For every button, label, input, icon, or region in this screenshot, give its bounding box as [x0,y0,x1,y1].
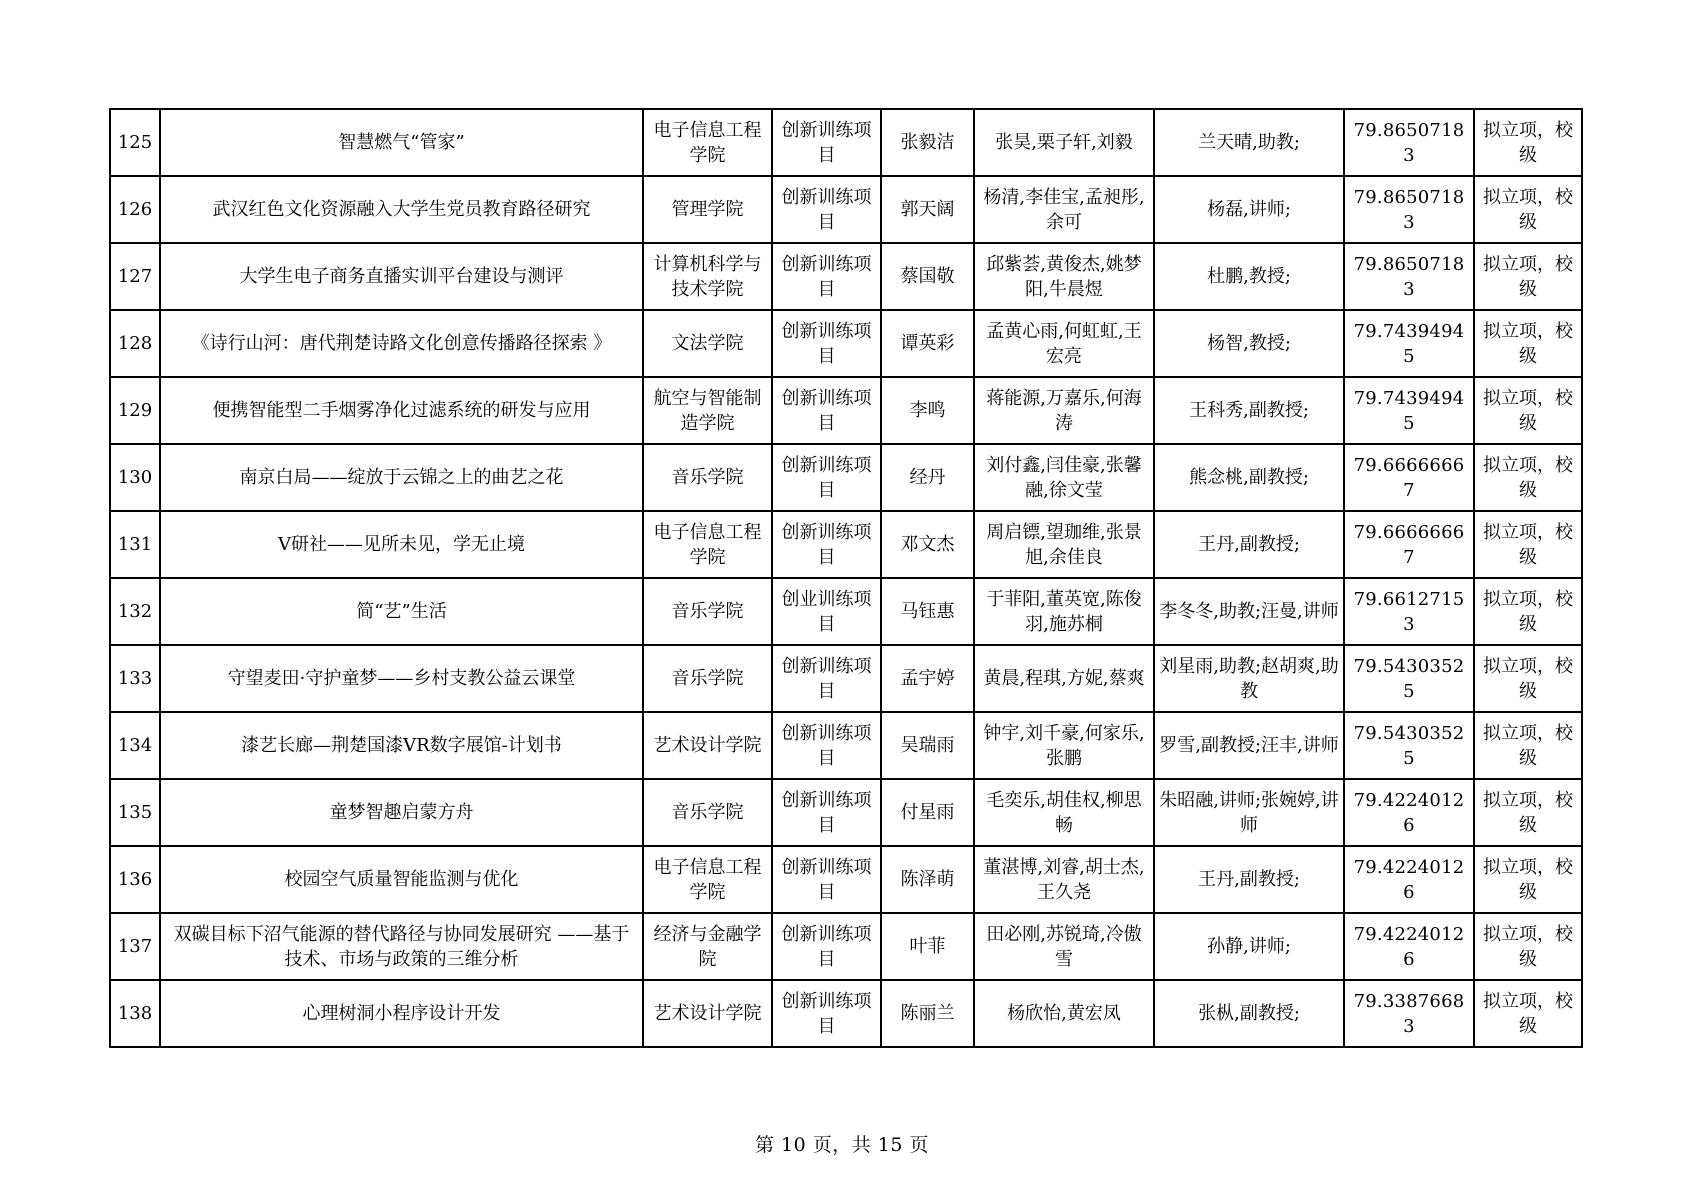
cell-advisor: 孙静,讲师; [1154,913,1344,980]
table-row [110,377,1582,444]
cell-college: 航空与智能制造学院 [643,377,772,444]
cell-project-type: 创新训练项目 [772,779,881,846]
cell-college: 电子信息工程学院 [643,511,772,578]
cell-number: 130 [110,444,160,511]
cell-advisor: 杨磊,讲师; [1154,176,1344,243]
cell-members: 于菲阳,董英宽,陈俊羽,施苏桐 [974,578,1154,645]
cell-leader: 经丹 [881,444,974,511]
cell-score: 79.42240126 [1344,913,1474,980]
cell-advisor: 兰天晴,助教; [1154,109,1344,176]
cell-result: 拟立项，校级 [1474,377,1582,444]
cell-number: 137 [110,913,160,980]
cell-members: 田必刚,苏锐琦,冷傲雪 [974,913,1154,980]
cell-project-type: 创新训练项目 [772,243,881,310]
table-row [110,779,1582,846]
cell-project-title: 智慧燃气“管家” [160,109,643,176]
cell-number: 126 [110,176,160,243]
cell-college: 音乐学院 [643,578,772,645]
cell-members: 杨欣怡,黄宏凤 [974,980,1154,1047]
cell-members: 黄晨,程琪,方妮,蔡爽 [974,645,1154,712]
cell-leader: 吴瑞雨 [881,712,974,779]
table-row [110,310,1582,377]
cell-members: 蒋能源,万嘉乐,何海涛 [974,377,1154,444]
cell-project-type: 创新训练项目 [772,645,881,712]
cell-score: 79.42240126 [1344,846,1474,913]
cell-project-title: 童梦智趣启蒙方舟 [160,779,643,846]
cell-result: 拟立项，校级 [1474,310,1582,377]
cell-advisor: 朱昭融,讲师;张婉婷,讲师 [1154,779,1344,846]
cell-number: 132 [110,578,160,645]
table-row [110,712,1582,779]
cell-project-type: 创新训练项目 [772,511,881,578]
cell-members: 张昊,栗子轩,刘毅 [974,109,1154,176]
cell-project-title: 双碳目标下沼气能源的替代路径与协同发展研究 ——基于技术、市场与政策的三维分析 [160,913,643,980]
cell-result: 拟立项，校级 [1474,444,1582,511]
cell-advisor: 杜鹏,教授; [1154,243,1344,310]
cell-advisor: 王科秀,副教授; [1154,377,1344,444]
cell-leader: 陈泽萌 [881,846,974,913]
cell-project-title: 校园空气质量智能监测与优化 [160,846,643,913]
cell-number: 136 [110,846,160,913]
cell-members: 董湛博,刘睿,胡士杰,王久尧 [974,846,1154,913]
cell-leader: 叶菲 [881,913,974,980]
cell-number: 127 [110,243,160,310]
cell-members: 邱紫荟,黄俊杰,姚梦阳,牛晨煜 [974,243,1154,310]
cell-project-type: 创新训练项目 [772,176,881,243]
cell-project-type: 创新训练项目 [772,980,881,1047]
table-row [110,645,1582,712]
cell-college: 音乐学院 [643,645,772,712]
cell-college: 经济与金融学院 [643,913,772,980]
cell-project-type: 创新训练项目 [772,109,881,176]
page-footer: 第 10 页，共 15 页 [754,1134,929,1156]
cell-project-type: 创新训练项目 [772,310,881,377]
cell-project-type: 创新训练项目 [772,846,881,913]
cell-project-title: 守望麦田·守护童梦——乡村支教公益云课堂 [160,645,643,712]
cell-score: 79.42240126 [1344,779,1474,846]
cell-result: 拟立项，校级 [1474,109,1582,176]
cell-result: 拟立项，校级 [1474,913,1582,980]
table-row [110,846,1582,913]
cell-leader: 谭英彩 [881,310,974,377]
cell-members: 毛奕乐,胡佳权,柳思畅 [974,779,1154,846]
cell-result: 拟立项，校级 [1474,846,1582,913]
cell-members: 刘付鑫,闫佳豪,张馨融,徐文莹 [974,444,1154,511]
cell-leader: 马钰惠 [881,578,974,645]
cell-advisor: 刘星雨,助教;赵胡爽,助教 [1154,645,1344,712]
cell-college: 电子信息工程学院 [643,109,772,176]
table-row [110,444,1582,511]
cell-advisor: 熊念桃,副教授; [1154,444,1344,511]
cell-score: 79.66666667 [1344,444,1474,511]
cell-number: 129 [110,377,160,444]
cell-leader: 蔡国敬 [881,243,974,310]
project-table [109,108,1583,1048]
cell-leader: 付星雨 [881,779,974,846]
cell-college: 音乐学院 [643,444,772,511]
cell-members: 杨清,李佳宝,孟昶彤,余可 [974,176,1154,243]
cell-advisor: 罗雪,副教授;汪丰,讲师 [1154,712,1344,779]
cell-leader: 张毅洁 [881,109,974,176]
cell-result: 拟立项，校级 [1474,176,1582,243]
cell-project-type: 创新训练项目 [772,712,881,779]
table-row [110,176,1582,243]
cell-advisor: 王丹,副教授; [1154,846,1344,913]
cell-number: 138 [110,980,160,1047]
cell-college: 计算机科学与技术学院 [643,243,772,310]
cell-result: 拟立项，校级 [1474,980,1582,1047]
cell-project-title: 武汉红色文化资源融入大学生党员教育路径研究 [160,176,643,243]
cell-project-type: 创新训练项目 [772,444,881,511]
table-body [110,109,1582,1047]
cell-project-title: 漆艺长廊—荆楚国漆VR数字展馆-计划书 [160,712,643,779]
cell-result: 拟立项，校级 [1474,779,1582,846]
cell-number: 125 [110,109,160,176]
cell-college: 艺术设计学院 [643,712,772,779]
cell-advisor: 李冬冬,助教;汪曼,讲师 [1154,578,1344,645]
cell-project-type: 创新训练项目 [772,913,881,980]
cell-score: 79.33876683 [1344,980,1474,1047]
cell-members: 周启镖,望珈维,张景旭,余佳良 [974,511,1154,578]
cell-leader: 孟宇婷 [881,645,974,712]
cell-project-title: 简“艺”生活 [160,578,643,645]
table-row [110,243,1582,310]
cell-result: 拟立项，校级 [1474,645,1582,712]
cell-leader: 陈丽兰 [881,980,974,1047]
cell-advisor: 张枞,副教授; [1154,980,1344,1047]
table-row [110,578,1582,645]
cell-number: 135 [110,779,160,846]
cell-advisor: 杨智,教授; [1154,310,1344,377]
table-row [110,980,1582,1047]
cell-number: 134 [110,712,160,779]
cell-members: 孟黄心雨,何虹虹,王宏亮 [974,310,1154,377]
cell-project-title: 大学生电子商务直播实训平台建设与测评 [160,243,643,310]
cell-project-title: 心理树洞小程序设计开发 [160,980,643,1047]
cell-college: 音乐学院 [643,779,772,846]
cell-leader: 邓文杰 [881,511,974,578]
cell-score: 79.86507183 [1344,176,1474,243]
cell-college: 文法学院 [643,310,772,377]
cell-project-title: 便携智能型二手烟雾净化过滤系统的研发与应用 [160,377,643,444]
cell-leader: 李鸣 [881,377,974,444]
cell-members: 钟宇,刘千豪,何家乐,张鹏 [974,712,1154,779]
cell-college: 电子信息工程学院 [643,846,772,913]
cell-score: 79.66127153 [1344,578,1474,645]
table-row [110,913,1582,980]
cell-score: 79.74394945 [1344,310,1474,377]
cell-number: 128 [110,310,160,377]
cell-project-title: 《诗行山河：唐代荆楚诗路文化创意传播路径探索 》 [160,310,643,377]
cell-college: 管理学院 [643,176,772,243]
cell-project-type: 创新训练项目 [772,377,881,444]
cell-score: 79.86507183 [1344,109,1474,176]
cell-project-title: V研社——见所未见，学无止境 [160,511,643,578]
cell-result: 拟立项，校级 [1474,243,1582,310]
cell-result: 拟立项，校级 [1474,511,1582,578]
cell-score: 79.54303525 [1344,712,1474,779]
cell-score: 79.54303525 [1344,645,1474,712]
cell-number: 131 [110,511,160,578]
cell-result: 拟立项，校级 [1474,712,1582,779]
table-row [110,109,1582,176]
table-row [110,511,1582,578]
cell-score: 79.66666667 [1344,511,1474,578]
cell-score: 79.74394945 [1344,377,1474,444]
cell-project-title: 南京白局——绽放于云锦之上的曲艺之花 [160,444,643,511]
cell-number: 133 [110,645,160,712]
cell-project-type: 创业训练项目 [772,578,881,645]
cell-college: 艺术设计学院 [643,980,772,1047]
cell-score: 79.86507183 [1344,243,1474,310]
cell-leader: 郭天阔 [881,176,974,243]
cell-advisor: 王丹,副教授; [1154,511,1344,578]
cell-result: 拟立项，校级 [1474,578,1582,645]
